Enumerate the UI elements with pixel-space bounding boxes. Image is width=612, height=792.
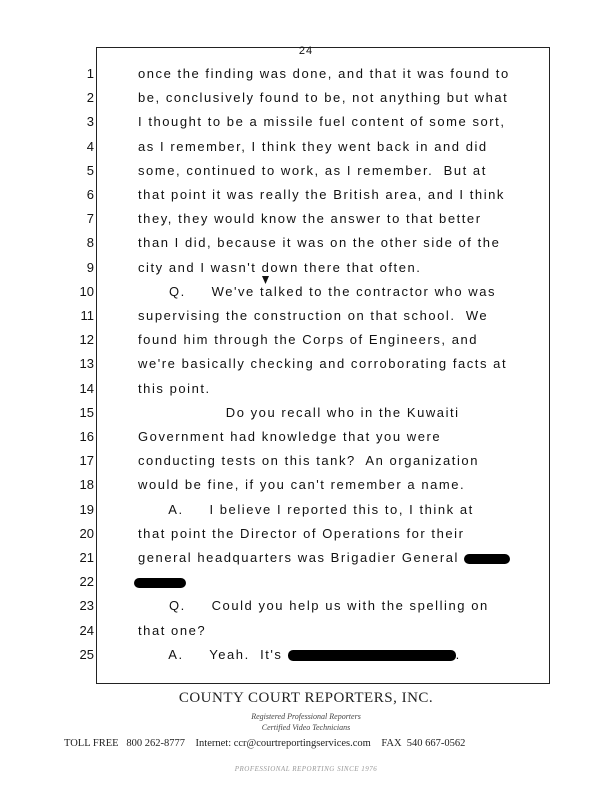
line-number: 8 [86,235,94,251]
line-number: 11 [80,308,94,323]
transcript-line [138,477,465,493]
line-text: supervising the construction on that school. We [138,308,489,323]
line-text: once the finding was done, and that it was found to [138,66,510,81]
line-text: that one? [138,622,207,638]
footer-faint-text: PROFESSIONAL REPORTING SINCE 1976 [234,765,378,773]
line-number: 14 [79,380,94,396]
arrow-mark-icon [262,276,269,284]
line-text: be, conclusively found to be, not anything but what [138,90,509,106]
line-text: Q. Could you help us with the spelling on [138,598,489,614]
line-number: 20 [79,525,94,541]
transcript-line [138,574,186,590]
line-number: 16 [79,429,94,444]
transcript-line [138,114,505,130]
line-number: 25 [79,646,94,662]
transcript-line [138,284,496,300]
transcript-line [138,405,460,421]
line-number: 19 [79,501,94,517]
transcript-line [138,647,461,663]
line-number: 3 [86,114,94,130]
line-number: 22 [79,574,94,590]
transcript-line [138,187,505,203]
line-text: some, continued to work, as I remember. But at [138,162,487,178]
transcript-line [138,163,487,179]
line-number: 1 [86,66,94,81]
line-number: 15 [79,404,94,420]
line-text: general headquarters was Brigadier General [138,550,465,565]
line-number: 24 [79,622,94,638]
line-text: Do you recall who in the Kuwaiti [138,404,460,420]
transcript-line [138,332,478,348]
transcript-line [138,356,507,372]
line-number: 12 [79,332,94,348]
redaction-bar [464,554,510,564]
line-text: than I did, because it was on the other side of the [138,235,501,251]
line-text: this point. [138,380,211,396]
transcript-line [138,526,464,542]
line-text: conducting tests on this tank? An organization [138,453,479,469]
line-number: 6 [86,187,94,202]
footer-subtitle-reporters: Registered Professional Reporters [251,712,361,721]
line-text: found him through the Corps of Engineers, and [138,332,479,348]
line-number: 18 [79,477,94,493]
line-number: 13 [79,356,94,372]
transcript-line [138,381,211,397]
line-text: that point it was really the British area, and I think [138,187,505,202]
line-number: 7 [86,211,94,227]
line-text: A. Yeah. It's [138,646,288,662]
page-number: 24 [298,45,314,57]
footer-fax: FAX 540 667-0562 [381,738,466,749]
line-text: Q. We've talked to the contractor who was [138,283,497,299]
transcript-line [138,598,489,614]
transcript-line [138,502,474,518]
footer-subtitle-video: Certified Video Technicians [261,723,351,732]
line-number: 4 [86,138,94,154]
line-number: 5 [86,162,94,178]
footer-contact [64,738,564,749]
line-number: 21 [79,550,94,565]
transcript-line [138,211,482,227]
transcript-line [138,623,206,639]
transcript-line [138,260,421,276]
line-text: city and I wasn't down there that often. [138,259,422,275]
line-text: they, they would know the answer to that better [138,211,482,227]
line-text: would be fine, if you can't remember a name. [138,477,466,493]
transcript-line [138,139,488,155]
line-number: 9 [86,259,94,275]
line-text: Government had knowledge that you were [138,429,442,444]
line-text: as I remember, I think they went back in and did [138,138,488,154]
redaction-bar [134,578,186,588]
transcript-line [138,453,479,469]
line-number: 23 [79,598,94,614]
transcript-line [138,66,510,82]
line-number: 10 [79,283,94,299]
footer-company: COUNTY COURT REPORTERS, INC. [178,690,434,706]
footer-toll-free: TOLL FREE 800 262-8777 [64,738,186,749]
line-text: that point the Director of Operations for their [138,525,465,541]
line-end-period: . [455,646,461,662]
line-number: 2 [86,90,94,106]
footer-internet: Internet: ccr@courtreportingservices.com [195,738,371,749]
line-number: 17 [79,453,94,469]
transcript-line [138,235,500,251]
transcript-line [138,550,510,566]
line-text: I thought to be a missile fuel content of some sort, [138,114,506,130]
transcript-line [138,90,508,106]
line-text: A. I believe I reported this to, I think at [138,501,474,517]
line-text: we're basically checking and corroborating facts at [138,356,508,372]
transcript-line [138,429,441,445]
transcript-line [138,308,488,324]
redaction-bar [288,650,456,661]
